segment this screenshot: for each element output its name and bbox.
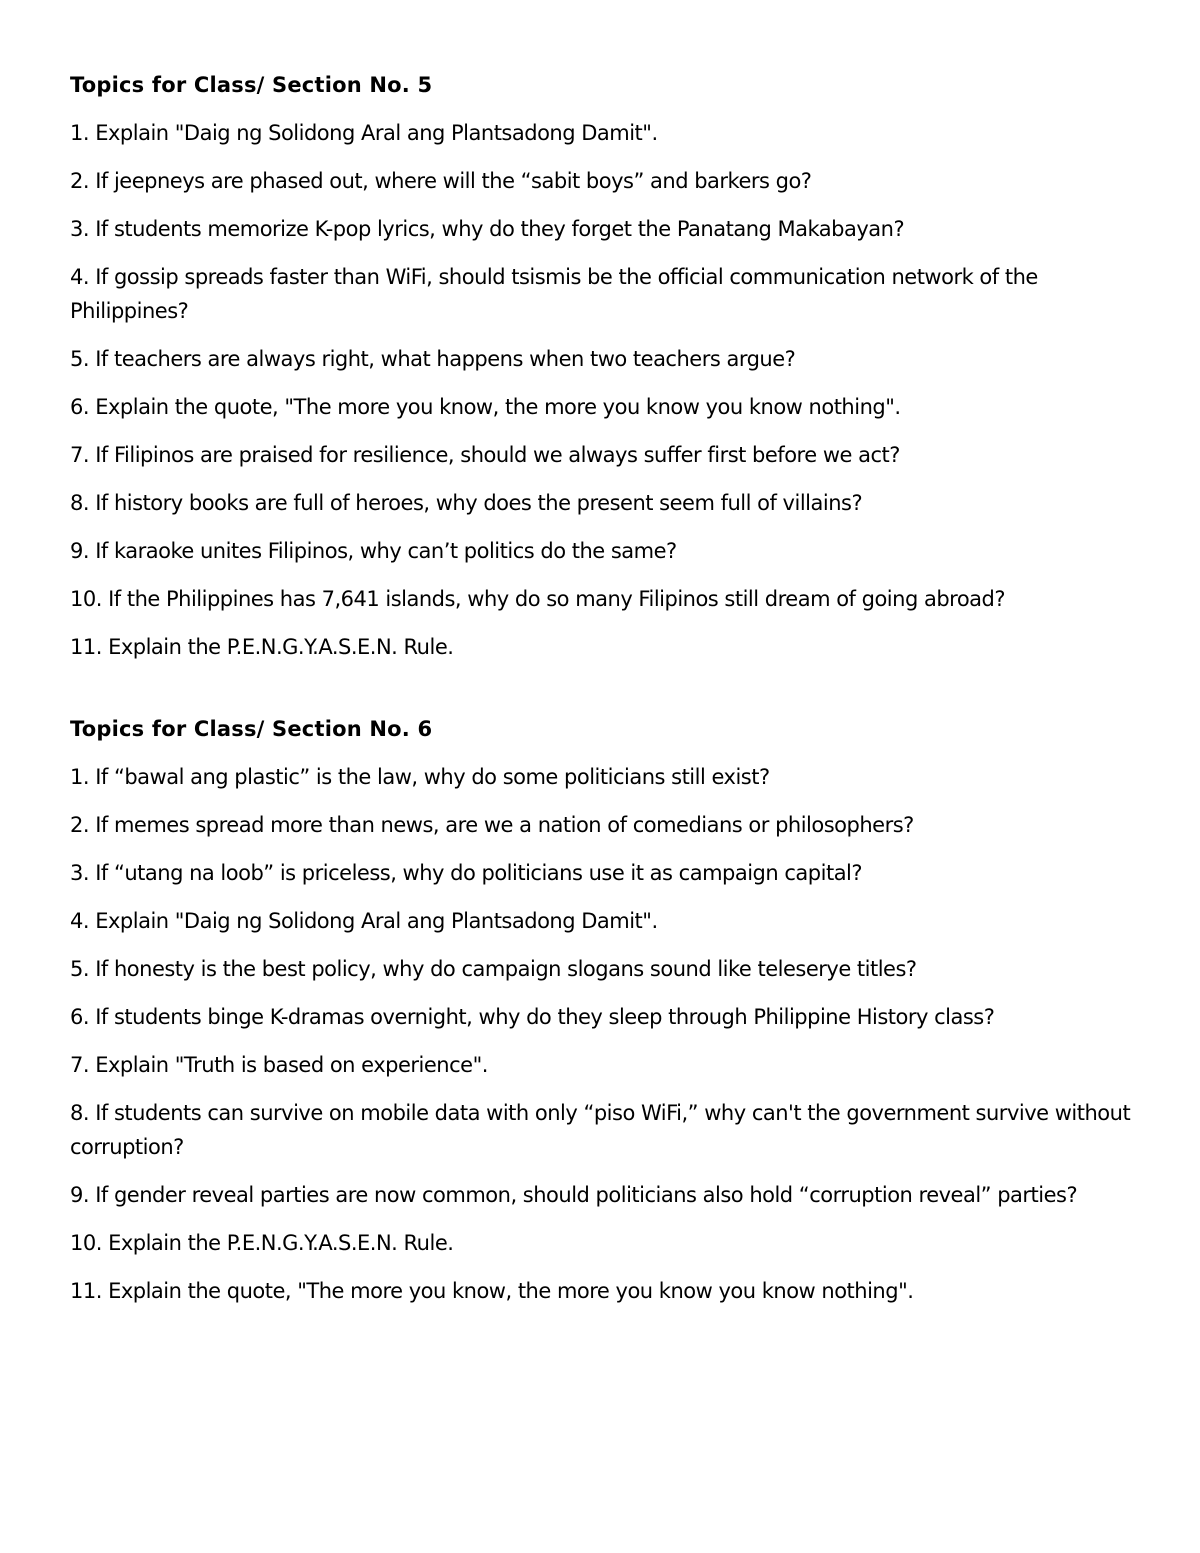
topic-item: 6. Explain the quote, "The more you know, the more you know you know nothing". (70, 395, 901, 419)
topic-item: 2. If jeepneys are phased out, where will the “sabit boys” and barkers go? (70, 169, 812, 193)
topic-item: 2. If memes spread more than news, are we a nation of comedians or philosophers? (70, 813, 914, 837)
document-page (70, 68, 1140, 1322)
topic-item: 1. If “bawal ang plastic” is the law, why do some politicians still exist? (70, 765, 770, 789)
topic-item: 10. If the Philippines has 7,641 islands, why do so many Filipinos still dream of going abroad? (70, 587, 1006, 611)
topic-item: 1. Explain "Daig ng Solidong Aral ang Plantsadong Damit". (70, 121, 658, 145)
topic-item: 11. Explain the quote, "The more you know, the more you know you know nothing". (70, 1279, 914, 1303)
topic-item: 8. If history books are full of heroes, why does the present seem full of villains? (70, 491, 863, 515)
topic-item: 10. Explain the P.E.N.G.Y.A.S.E.N. Rule. (70, 1231, 454, 1255)
topic-item: 5. If teachers are always right, what happens when two teachers argue? (70, 347, 796, 371)
section-5 (70, 68, 1140, 664)
topic-item: 9. If karaoke unites Filipinos, why can’t politics do the same? (70, 539, 677, 563)
section-6 (70, 712, 1140, 1308)
topic-item: 5. If honesty is the best policy, why do campaign slogans sound like teleserye titles? (70, 957, 917, 981)
section-title: Topics for Class/ Section No. 5 (70, 73, 433, 97)
topic-item: 9. If gender reveal parties are now common, should politicians also hold “corruption reveal” parties? (70, 1183, 1078, 1207)
topic-item: 7. Explain "Truth is based on experience". (70, 1053, 488, 1077)
section-title: Topics for Class/ Section No. 6 (70, 717, 433, 741)
topic-item: 4. If gossip spreads faster than WiFi, should tsismis be the official communication network of the Philippines? (70, 265, 1038, 323)
topic-item: 3. If “utang na loob” is priceless, why do politicians use it as campaign capital? (70, 861, 863, 885)
topic-item: 8. If students can survive on mobile data with only “piso WiFi,” why can't the government survive without corruption? (70, 1101, 1131, 1159)
topic-item: 11. Explain the P.E.N.G.Y.A.S.E.N. Rule. (70, 635, 454, 659)
topic-item: 4. Explain "Daig ng Solidong Aral ang Plantsadong Damit". (70, 909, 658, 933)
topic-item: 3. If students memorize K-pop lyrics, why do they forget the Panatang Makabayan? (70, 217, 905, 241)
topic-item: 7. If Filipinos are praised for resilience, should we always suffer first before we act? (70, 443, 900, 467)
topic-item: 6. If students binge K-dramas overnight, why do they sleep through Philippine History class? (70, 1005, 995, 1029)
section-spacer (70, 678, 1140, 712)
